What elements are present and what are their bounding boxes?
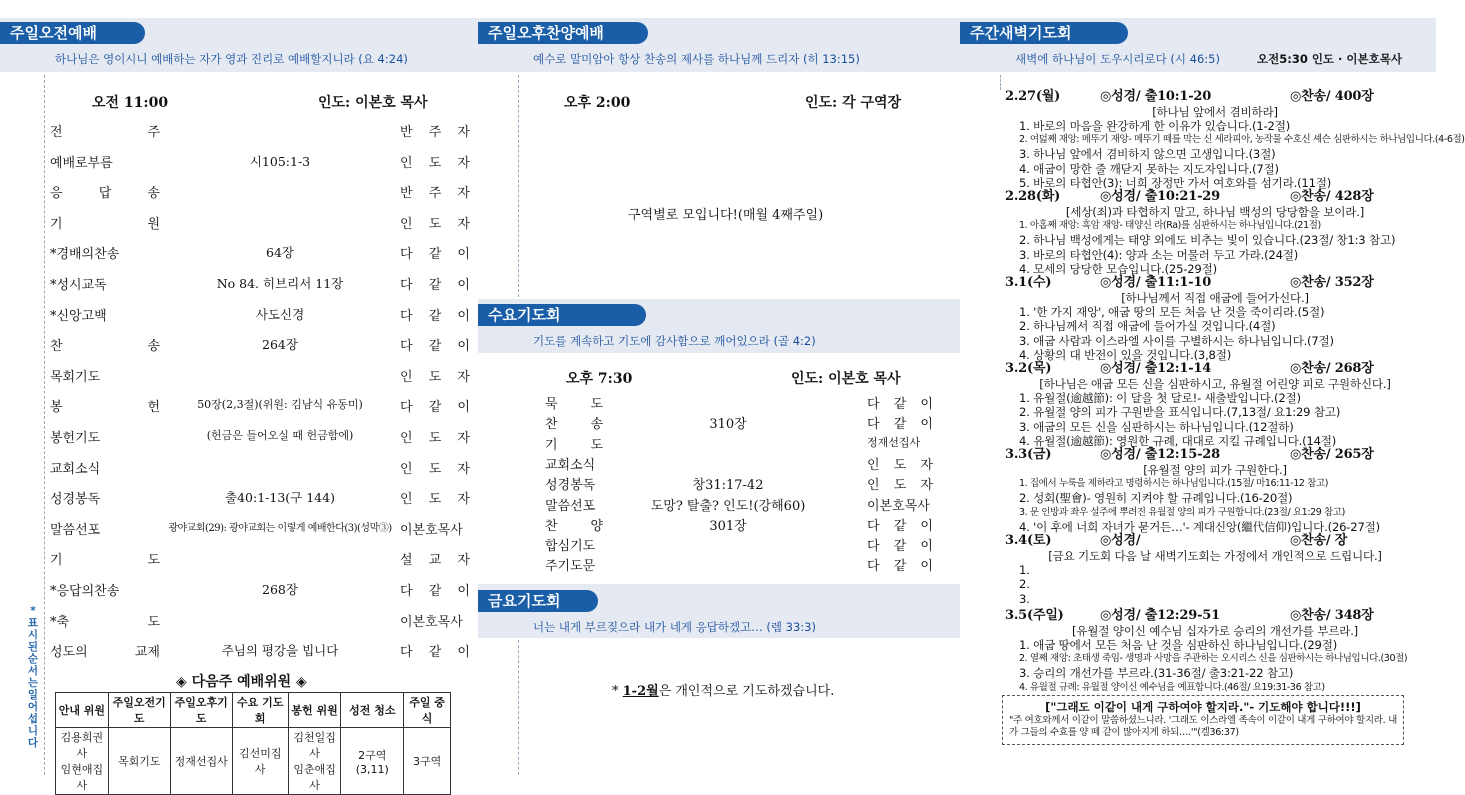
day-hymn: ◎찬송/ 352장 <box>1290 275 1374 291</box>
row-performer: 인 도 자 <box>400 216 470 232</box>
wednesday-row <box>545 454 985 472</box>
dawn-day <box>1005 190 1425 276</box>
row-content: 시105:1-3 <box>249 153 311 169</box>
row-content <box>160 611 400 630</box>
row-content: 광야교회(29): 광야교회는 이렇게 예배한다(3)(성막③) <box>168 522 392 534</box>
day-point: 4. 상황의 대 반전이 있을 것입니다.(3,8절) <box>1019 347 1232 362</box>
row-content <box>160 121 400 140</box>
row-performer: 이본호목사 <box>400 522 463 538</box>
quote-title: ["그래도 이같이 내게 구하여야 할지라."- 기도해야 합니다!!!] <box>1045 700 1361 714</box>
day-point: 3. <box>1019 591 1030 606</box>
dawn-day <box>1005 448 1425 534</box>
dawn-time-leader: 오전5:30 인도 · 이본호목사 <box>1257 52 1402 66</box>
dawn-day <box>1005 609 1425 695</box>
dawn-day <box>1005 89 1465 190</box>
friday-note-prefix: * <box>612 684 623 699</box>
row-performer: 다 같 이 <box>867 397 933 412</box>
day-theme: [세상(죄)과 타협하지 말고, 하나님 백성의 당당함을 보이라.] <box>1065 204 1365 219</box>
row-item: 성도의 교제 <box>50 645 160 661</box>
service-leader: 인도: 이본호 목사 <box>318 95 428 111</box>
row-item: 기 원 <box>50 216 160 232</box>
row-item: *경배의찬송 <box>50 247 120 263</box>
day-hymn: ◎찬송/ 428장 <box>1290 189 1374 205</box>
row-performer: 이본호목사 <box>400 614 463 630</box>
day-date: 3.5(주일) <box>1005 608 1064 623</box>
row-performer: 인 도 자 <box>867 478 933 494</box>
row-item: 교회소식 <box>50 461 101 477</box>
wednesday-row <box>545 474 985 492</box>
day-point: 1. 바로의 마음을 완강하게 한 이유가 있습니다.(1-2절) <box>1019 118 1291 133</box>
worship-row <box>50 152 470 171</box>
row-item: 목회기도 <box>50 369 101 385</box>
row-content: 주님의 평강을 빕니다 <box>221 643 339 659</box>
day-bible: ◎성경/ 출10:21-29 <box>1100 189 1220 205</box>
worship-row <box>50 488 470 507</box>
wednesday-row <box>545 434 985 452</box>
divider <box>44 75 45 775</box>
row-performer: 다 같 이 <box>400 645 470 661</box>
day-point: 3. 하나님 앞에서 겸비하지 않으면 고생입니다.(3절) <box>1019 147 1276 162</box>
day-date: 3.1(수) <box>1005 275 1052 291</box>
row-performer: 다 같 이 <box>867 417 933 433</box>
next-week-cell: 김용희권사 임현애집사 <box>56 728 109 795</box>
afternoon-note: 구역별로 모입니다!(매월 4째주일) <box>628 208 824 223</box>
wednesday-row <box>545 393 985 411</box>
day-hymn: ◎찬송/ 400장 <box>1290 89 1374 104</box>
day-date: 2.27(월) <box>1005 89 1061 104</box>
section-tab-friday: 금요기도회 <box>478 590 598 612</box>
dawn-schedule <box>1005 89 1465 693</box>
day-bible: ◎성경/ 출11:1-10 <box>1100 275 1212 291</box>
row-performer: 다 같 이 <box>400 247 470 263</box>
day-point: 3. 문 인방과 좌우 설주에 뿌려진 유월절 양의 피가 구원합니다.(23절/ 요1:29 참고) <box>1019 506 1345 518</box>
day-header <box>1005 362 1425 377</box>
day-hymn: ◎찬송/ 장 <box>1290 533 1348 549</box>
worship-row <box>50 305 470 324</box>
day-point: 3. 승리의 개선가를 부르라.(31-36절/ 출3:21-22 참고) <box>1019 666 1294 681</box>
section-verse: 예수로 말미암아 항상 찬송의 제사를 하나님께 드리자 (히 13:15) <box>533 52 860 66</box>
worship-row <box>50 458 470 477</box>
row-content: 268장 <box>262 582 298 597</box>
next-week-cell: 김천일집사 임춘애집사 <box>288 728 341 795</box>
section-verse: 하나님은 영이시니 예배하는 자가 영과 진리로 예배할지니라 (요 4:24) <box>55 52 408 66</box>
wednesday-time: 오후 7:30 <box>566 371 633 387</box>
day-point: 2. <box>1019 577 1030 592</box>
friday-note-month: 1-2월 <box>622 684 659 699</box>
row-content: 사도신경 <box>255 306 305 322</box>
day-point: 1. <box>1019 563 1030 578</box>
worship-row <box>50 274 470 293</box>
worship-row <box>50 611 470 630</box>
day-bible: ◎성경/ 출12:29-51 <box>1100 608 1220 623</box>
day-point: 1. 아홉째 재앙: 흑암 재앙- 태양신 라(Ra)를 심판하시는 하나님입니다.(21절) <box>1019 220 1321 232</box>
row-content <box>160 458 400 477</box>
worship-row <box>50 182 470 201</box>
day-bible: ◎성경/ 출10:1-20 <box>1100 89 1212 104</box>
day-hymn: ◎찬송/ 348장 <box>1290 608 1374 623</box>
day-theme: [하나님께서 직접 애굽에 들어가신다.] <box>1121 290 1309 305</box>
wednesday-order <box>545 393 985 583</box>
friday-note-rest: 은 개인적으로 기도하겠습니다. <box>658 684 835 699</box>
row-item: 주기도문 <box>545 559 596 575</box>
day-point: 4. 유월절 규례: 유월절 양이신 예수님을 예표합니다.(46절/ 요19:31-36 참고) <box>1019 681 1325 693</box>
day-point: 3. 애굽 사람과 이스라엘 사이를 구별하시는 하나님입니다.(7절) <box>1019 333 1334 348</box>
row-item: 찬 송 <box>545 417 603 433</box>
row-item: 성경봉독 <box>545 478 596 494</box>
divider <box>518 75 519 297</box>
next-week-header: 주일오후기도 <box>170 693 232 728</box>
row-item: *응답의찬송 <box>50 584 120 599</box>
day-theme: [하나님은 애굽 모든 신을 심판하시고, 유월절 어린양 피로 구원하신다.] <box>1039 376 1391 391</box>
worship-row <box>50 427 470 446</box>
row-content <box>160 366 400 385</box>
next-week-cell: 김선미집사 <box>232 728 288 795</box>
dawn-day <box>1005 362 1425 448</box>
next-week-cell: 정재선집사 <box>170 728 232 795</box>
row-content: 310장 <box>709 417 747 433</box>
friday-note <box>612 680 834 699</box>
row-content: (헌금은 들어오실 때 헌금함에) <box>206 429 354 442</box>
row-item: *성시교독 <box>50 278 107 293</box>
row-performer: 다 같 이 <box>400 278 470 293</box>
dawn-prayer-column <box>960 0 1465 775</box>
wednesday-row <box>545 555 985 573</box>
row-item: 말씀선포 <box>545 498 596 514</box>
page-divider <box>518 640 519 775</box>
row-item: 교회소식 <box>545 457 596 473</box>
row-item: 말씀선포 <box>50 522 101 538</box>
row-content: 301장 <box>709 518 747 534</box>
row-content: 264장 <box>262 337 298 353</box>
next-week-header: 봉헌 위원 <box>288 693 341 728</box>
next-week-cell: 목회기도 <box>108 728 170 795</box>
row-performer: 반 주 자 <box>400 125 470 140</box>
day-point: 2. 유월절 양의 피가 구원받을 표식입니다.(7,13절/ 요1:29 참고) <box>1019 405 1341 420</box>
row-content: 창31:17-42 <box>692 478 764 494</box>
row-item: 예배로부름 <box>50 155 113 171</box>
day-hymn: ◎찬송/ 268장 <box>1290 361 1374 377</box>
row-item: 성경봉독 <box>50 492 101 508</box>
day-point: 1. 애굽 땅에서 모든 처음 난 것을 심판하신 하나님입니다.(29절) <box>1019 637 1338 652</box>
row-item: 응 답 송 <box>50 186 160 202</box>
day-hymn: ◎찬송/ 265장 <box>1290 447 1374 463</box>
day-bible: ◎성경/ 출12:1-14 <box>1100 361 1212 377</box>
row-item: 기 도 <box>50 553 160 569</box>
standing-note: *표시된 순서는 일어섭니다 <box>27 605 39 749</box>
row-performer: 반 주 자 <box>400 186 470 202</box>
next-week-table <box>55 692 451 795</box>
row-performer: 이본호목사 <box>867 498 930 514</box>
next-week-title: ◈ 다음주 예배위원 ◈ <box>176 674 307 690</box>
day-header <box>1005 90 1425 105</box>
divider <box>1000 75 1001 90</box>
row-performer: 인 도 자 <box>400 369 470 385</box>
day-point: 1. 집에서 누룩을 제하라고 명령하시는 하나님입니다.(15절/ 마16:11-12 참고) <box>1019 478 1329 490</box>
row-content <box>160 213 400 232</box>
worship-row <box>50 519 470 538</box>
dawn-day <box>1005 534 1425 606</box>
row-item: *축 도 <box>50 614 160 630</box>
afternoon-service-column <box>478 0 960 775</box>
day-point: 4. 유월절(逾越節): 영원한 규례, 대대로 지킬 규례입니다.(14절) <box>1019 433 1337 448</box>
day-date: 3.4(토) <box>1005 533 1052 549</box>
row-content: No 84. 히브리서 11장 <box>216 276 344 291</box>
wednesday-row <box>545 495 985 513</box>
day-point: 4. 모세의 당당한 모습입니다.(25-29절) <box>1019 261 1217 276</box>
row-content: 64장 <box>266 245 294 261</box>
row-performer: 인 도 자 <box>867 457 933 473</box>
order-of-worship <box>50 121 470 666</box>
row-content: 출40:1-13(구 144) <box>225 490 335 506</box>
row-performer: 다 같 이 <box>867 559 933 575</box>
worship-row <box>50 335 470 354</box>
section-tab-wednesday: 수요기도회 <box>478 304 646 326</box>
row-performer: 설 교 자 <box>400 553 470 569</box>
worship-row <box>50 213 470 232</box>
row-item: 전 주 <box>50 125 160 140</box>
row-performer: 인 도 자 <box>400 492 470 508</box>
day-header <box>1005 534 1425 549</box>
wednesday-row <box>545 535 985 553</box>
row-item: 기 도 <box>545 437 603 453</box>
row-performer: 인 도 자 <box>400 461 470 477</box>
row-performer: 다 같 이 <box>400 400 470 416</box>
row-content: 도망? 탈출? 인도!(강해60) <box>650 498 806 514</box>
day-point: 2. 여덟째 재앙: 메뚜기 재앙- 메뚜기 떼를 막는 신 세라피아, 농작물 수호신 셰슨 심판하시는 하나님입니다.(4-6절) <box>1019 134 1465 146</box>
day-bible: ◎성경/ 출12:15-28 <box>1100 447 1220 463</box>
row-item: 봉헌기도 <box>50 431 101 446</box>
day-date: 3.3(금) <box>1005 447 1052 463</box>
row-performer: 인 도 자 <box>400 155 470 171</box>
wednesday-leader: 인도: 이본호 목사 <box>791 371 901 387</box>
row-performer: 다 같 이 <box>400 308 470 324</box>
day-point: 5. 바로의 타협안(3): 너희 장정만 가서 여호와를 섬기라.(11절) <box>1019 175 1332 190</box>
row-content <box>160 182 400 201</box>
section-tab-morning: 주일오전예배 <box>0 22 145 44</box>
worship-row <box>50 396 470 415</box>
section-tab-afternoon: 주일오후찬양예배 <box>478 22 648 44</box>
day-header <box>1005 276 1425 291</box>
worship-row <box>50 549 470 568</box>
day-point: 4. '이 후에 너희 자녀가 묻거든…'- 계대신앙(繼代信仰)입니다.(26-27절) <box>1019 519 1380 534</box>
day-date: 3.2(목) <box>1005 361 1052 377</box>
section-verse: 너는 내게 부르짖으라 내가 네게 응답하겠고… (렘 33:3) <box>533 620 816 634</box>
day-bible: ◎성경/ <box>1100 533 1141 549</box>
next-week-header: 안내 위원 <box>56 693 109 728</box>
row-item: 합심기도 <box>545 539 596 555</box>
day-theme: [유월절 양이신 예수님 십자가로 승리의 개선가를 부르라.] <box>1071 623 1359 638</box>
worship-row <box>50 580 470 599</box>
worship-row <box>50 641 470 660</box>
wednesday-row <box>545 515 985 533</box>
day-point: 3. 바로의 타협안(4): 양과 소는 머물러 두고 가라.(24절) <box>1019 247 1299 262</box>
row-content: 50장(2,3절)(위원: 김남식 유동미) <box>197 398 363 412</box>
day-header <box>1005 190 1425 205</box>
afternoon-time: 오후 2:00 <box>564 95 631 111</box>
worship-row <box>50 366 470 385</box>
day-theme: [유월절 양의 피가 구원한다.] <box>1143 462 1287 477</box>
row-performer: 다 같 이 <box>400 339 470 355</box>
day-point: 2. 하나님 백성에게는 태양 외에도 비추는 빛이 있습니다.(23절/ 창1:3 참고) <box>1019 233 1396 248</box>
row-content <box>160 549 400 568</box>
next-week-header: 주일 중식 <box>404 693 451 728</box>
next-week-header: 성전 청소 <box>341 693 404 728</box>
day-point: 2. 열째 재앙: 초태생 죽임- 생명과 사망을 주관하는 오시리스 신을 심판하시는 하나님입니다.(30절) <box>1019 653 1408 665</box>
row-item: *신앙고백 <box>50 308 107 324</box>
worship-row <box>50 121 470 140</box>
row-item: 묵 도 <box>545 397 603 412</box>
day-header <box>1005 609 1425 624</box>
day-point: 3. 애굽의 모든 신을 심판하시는 하나님입니다.(12절하) <box>1019 419 1294 434</box>
day-date: 2.28(화) <box>1005 189 1061 205</box>
afternoon-leader: 인도: 각 구역장 <box>805 95 902 111</box>
section-verse: 기도를 계속하고 기도에 감사함으로 깨어있으라 (골 4:2) <box>533 334 816 348</box>
morning-service-column <box>0 0 478 792</box>
quote-box <box>1002 695 1404 745</box>
next-week-cell: 2구역(3,11) <box>341 728 404 795</box>
section-tab-dawn: 주간새벽기도회 <box>960 22 1128 44</box>
row-item: 찬 송 <box>50 339 160 355</box>
worship-row <box>50 243 470 262</box>
dawn-day <box>1005 276 1425 362</box>
day-point: 2. 성회(聖會)- 영원히 지켜야 할 규례입니다.(16-20절) <box>1019 491 1293 506</box>
quote-text: "주 여호와께서 이같이 말씀하셨느니라. '그래도 이스라엘 족속이 이같이 내게 구하여야 할지라. 내가 그들의 수효를 양 떼 같이 많아지게 하되….'"(겔36:37) <box>1009 715 1397 738</box>
next-week-header: 주일오전기도 <box>108 693 170 728</box>
day-theme: [하나님 앞에서 겸비하라] <box>1152 104 1278 119</box>
day-point: 1. '한 가지 재앙', 애굽 땅의 모든 처음 난 것을 죽이리라.(5절) <box>1019 305 1325 320</box>
day-header <box>1005 448 1425 463</box>
row-performer: 인 도 자 <box>400 431 470 446</box>
row-item: 찬 양 <box>545 518 603 534</box>
day-point: 2. 하나님께서 직접 애굽에 들어가실 것입니다.(4절) <box>1019 319 1276 334</box>
row-performer: 다 같 이 <box>400 584 470 599</box>
row-performer: 다 같 이 <box>867 518 933 534</box>
section-verse: 새벽에 하나님이 도우시리로다 (시 46:5) <box>1015 52 1220 66</box>
row-performer: 다 같 이 <box>867 539 933 555</box>
day-point: 4. 애굽이 망한 줄 깨닫지 못하는 지도자입니다.(7절) <box>1019 161 1279 176</box>
next-week-cell: 3구역 <box>404 728 451 795</box>
day-theme: [금요 기도회 다음 날 새벽기도회는 가정에서 개인적으로 드립니다.] <box>1048 548 1382 563</box>
service-time: 오전 11:00 <box>92 95 169 111</box>
row-item: 봉 헌 <box>50 400 160 416</box>
day-point: 1. 유월절(逾越節): 이 달을 첫 달로!- 새출발입니다.(2절) <box>1019 391 1301 406</box>
row-performer: 정재선집사 <box>867 435 921 449</box>
wednesday-row <box>545 413 985 431</box>
next-week-header: 수요 기도회 <box>232 693 288 728</box>
